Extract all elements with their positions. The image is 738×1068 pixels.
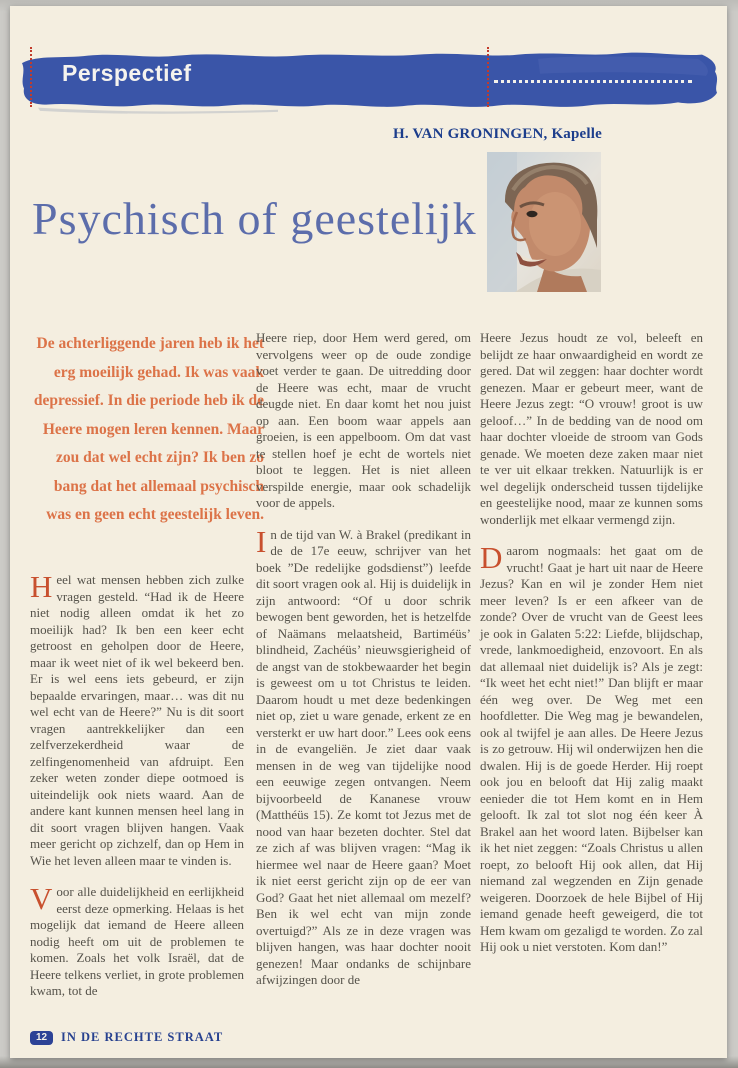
dropcap-letter: V <box>30 881 53 916</box>
text-column-3 <box>480 330 703 956</box>
red-dotted-divider <box>30 47 32 107</box>
page-number-badge: 12 <box>30 1031 53 1045</box>
paragraph-text: eel wat mensen hebben zich zulke vragen gesteld. “Had ik de Heere niet nodig alleen omdat ik het zo moeilijk had? Ik ben een keer echt getroost en geholpen door de Heere, maar ik weet niet of ik wel bekeerd ben. Er is wel eens iets gebeurd, er zijn bepaalde ervaringen, maar… was dit nu wel echt van de Heere?” Nu is dit soort vragen aantrekkelijker dan een zelfverzekerdheid waar de zelfingenomenheid van afdruipt. Een zeker weten zonder diepe ootmoed is uiteindelijk ook niets waard. Aan de andere kant kunnen mensen heel lang in dit soort vragen blijven hangen. Vaak meer gericht op zichzelf, dan op Hem in Wie het leven alleen maar te vinden is. <box>30 572 244 868</box>
white-dotted-divider <box>494 80 692 83</box>
portrait-image <box>487 152 601 292</box>
author-byline: H. VAN GRONINGEN, Kapelle <box>392 126 602 142</box>
paragraph-text: Heere Jezus houdt ze vol, beleeft en belijdt ze haar onwaardigheid en wordt ze gered. Dat wil zeggen: haar dochter wordt genezen. Maar er gebeurt meer, want de Heere Jezus zegt: “O vrouw! groot is uw geloof…” In de bedding van de nood om haar dochter vloeide de stroom van Gods genade. We moeten deze zaken maar niet te ver uit elkaar trekken. Natuurlijk is er wel degelijk onderscheid tussen tijdelijke en geestelijke nood, maar ze kunnen soms wonderlijk met elkaar vermengd zijn. <box>480 330 703 527</box>
body-paragraph <box>256 523 471 989</box>
magazine-title: IN DE RECHTE STRAAT <box>61 1030 224 1044</box>
body-paragraph <box>30 569 244 869</box>
article-intro: De achterliggende jaren heb ik het erg moeilijk gehad. Ik was vaak depressief. In die periode heb ik de Heere mogen leren kennen. Maar zou dat wel echt zijn? Ik ben zo bang dat het allemaal psychisch was en geen echt geestelijk leven. <box>33 335 264 523</box>
dropcap-letter: D <box>480 540 503 575</box>
body-paragraph <box>480 540 703 956</box>
magazine-page <box>10 6 727 1058</box>
dropcap-letter: I <box>256 523 267 559</box>
section-label: Perspectief <box>62 60 192 86</box>
body-paragraph <box>480 330 703 528</box>
paragraph-text: oor alle duidelijkheid en eerlijkheid eerst deze opmerking. Helaas is het mogelijk dat iemand de Heere alleen nodig heeft om uit de problemen te komen. Zoals het volk Israël, dat de Heere telkens verliet, in grote problemen kwam, tot de <box>30 884 244 998</box>
author-photo <box>487 152 601 292</box>
text-column-2 <box>256 330 471 989</box>
paragraph-text: Heere riep, door Hem werd gered, om vervolgens weer op de oude zondige voet verder te gaan. De uitredding door de Heere was echt, maar de vrucht deugde niet. En daar komt het nou juist op aan. Een boom waar appels aan groeien, is een appelboom. Om dat vast te stellen hoef je echt de wortels niet bloot te leggen. Het is niet alleen verspilde energie, maar ook schadelijk voor de appels. <box>256 330 471 510</box>
section-banner <box>18 44 721 114</box>
article-title: Psychisch of geestelijk <box>32 193 477 244</box>
paragraph-text: aarom nogmaals: het gaat om de vrucht! Gaat je hart uit naar de Heere Jezus? Kan en wil je zonder Hem niet meer leven? Is er een afkeer van de zonde? Over de vrucht van de Geest lees je ook in Galaten 5:22: Liefde, blijdschap, vrede, lankmoedigheid, enzovoort. En als dat allemaal niet duidelijk is? Als je zegt: “Ik weet het echt niet!” Dan blijft er maar één weg over. De Weg met een hoofdletter. Die Weg mag je bewandelen, ook al twijfel je aan alles. De Heere Jezus is zo getrouw. Hij wil onderwijzen hen die dwalen. Hij is de goede Herder. Hij roept ook jou en belooft dat Hij zalig maakt eenieder die tot Hem komt en in Hem gelooft. Ik zal tot slot nog één keer À Brakel aan het woord laten. Bijbelser kan ik het niet zeggen: “Zoals Christus u allen roept, zo belooft Hij ook allen, dat Hij niemand zal wegzenden en Zijn genade weigeren. Doorzoek de hele Bijbel of Hij iemand genade heeft geweigerd, die tot Hem kwam om gezaligd te worden. Zo zal Hij ook u niet verstoten. Kom dan!” <box>480 543 703 954</box>
page-footer <box>30 1030 223 1045</box>
body-paragraph <box>256 330 471 512</box>
text-column-1 <box>30 569 244 1000</box>
paragraph-text: n de tijd van W. à Brakel (predikant in de de 17e eeuw, schrijver van het boek ”De redelijke godsdienst”) leefde dit soort vragen ook al. Hij is duidelijk in zijn antwoord: “Of u door schrik bewogen bent geworden, het is hetzelfde of Naämans melaatsheid, Bartiméüs’ blindheid, Zachéüs’ nieuwsgierigheid of de angst van de stokbewaarder het begin is geweest om u tot Christus te leiden. Daarom houdt u met deze bedenkingen niet op, ziet u ware genade, erkent ze en versterkt er uw hart door.” Lees ook eens in de evangeliën. Je ziet daar vaak mensen in de weg van tijdelijke nood een eeuwige zegen ontvangen. Neem bijvoorbeeld de Kananese vrouw (Matthéüs 15). Ze komt tot Jezus met de nood van haar bezeten dochter. Stel dat ze zich af was blijven vragen: “Mag ik hiermee wel naar de Heere gaan? Moet ik niet eerst gericht zijn op de eer van God? Gaat het niet allemaal om mezelf? Ben ik wel echt van mijn zonde overtuigd?” Als ze in deze vragen was blijven hangen, was haar dochter nooit genezen! Maar ondanks de schijnbare afwijzingen door de <box>256 526 471 987</box>
red-dotted-divider <box>487 47 489 107</box>
dropcap-letter: H <box>30 569 53 604</box>
body-paragraph <box>30 881 244 1000</box>
